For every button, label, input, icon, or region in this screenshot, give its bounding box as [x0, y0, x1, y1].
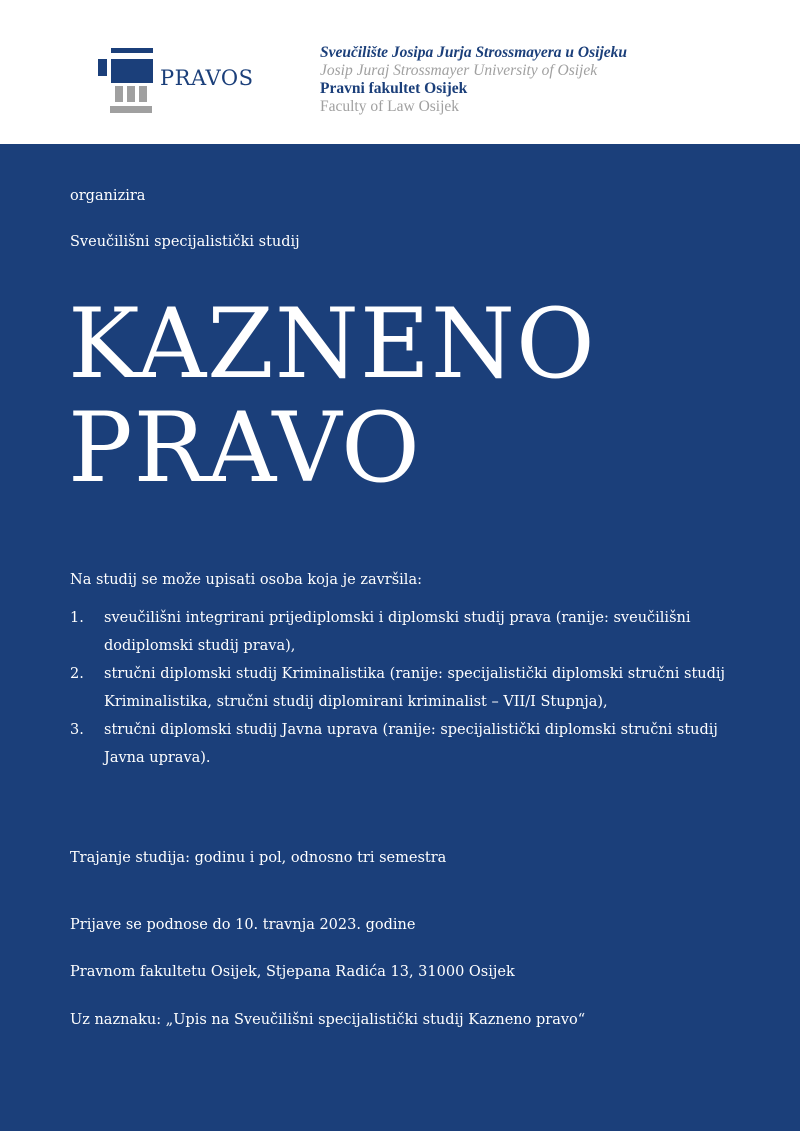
main-title: [68, 288, 596, 504]
list-item: [70, 660, 750, 716]
logo-text: PRAVOS: [160, 66, 254, 90]
list-text: stručni diplomski studij Kriminalistika (ranije: specijalistički diplomski stručni studij Kriminalistika, stručni studij diplomirani kriminalist – VII/I Stupnja),: [104, 666, 726, 710]
university-name-hr: Sveučilište Josipa Jurja Strossmayera u Osijeku: [320, 44, 628, 61]
courthouse-logo-icon: [98, 44, 158, 116]
list-number: 3.: [70, 722, 84, 738]
title-line-1: KAZNENO: [68, 288, 596, 400]
header: [0, 0, 800, 144]
list-number: 1.: [70, 610, 84, 626]
organizira-text: organizira: [70, 188, 146, 204]
list-item: [70, 716, 750, 772]
university-name-en: Josip Juraj Strossmayer University of Osijek: [320, 62, 598, 79]
list-number: 2.: [70, 666, 84, 682]
list-text: stručni diplomski studij Javna uprava (ranije: specijalistički diplomski stručni studij Javna uprava).: [104, 722, 718, 766]
faculty-name-en: Faculty of Law Osijek: [320, 98, 460, 115]
note-text: Uz naznaku: „Upis na Sveučilišni specijalistički studij Kazneno pravo“: [70, 1012, 586, 1028]
faculty-name-hr: Pravni fakultet Osijek: [320, 80, 468, 97]
admission-list: [70, 604, 750, 772]
pravos-logo: [98, 44, 268, 116]
deadline-text: Prijave se podnose do 10. travnja 2023. godine: [70, 917, 416, 933]
list-text: sveučilišni integrirani prijediplomski i diplomski studij prava (ranije: sveučilišni dodiplomski studij prava),: [104, 610, 691, 654]
content-panel: [0, 144, 800, 1131]
address-text: Pravnom fakultetu Osijek, Stjepana Radića 13, 31000 Osijek: [70, 964, 515, 980]
study-type: Sveučilišni specijalistički studij: [70, 234, 300, 250]
admission-intro: Na studij se može upisati osoba koja je završila:: [70, 572, 422, 588]
duration-text: Trajanje studija: godinu i pol, odnosno tri semestra: [70, 850, 447, 866]
institution-block: [320, 44, 627, 116]
title-line-2: PRAVO: [68, 392, 421, 504]
list-item: [70, 604, 750, 660]
